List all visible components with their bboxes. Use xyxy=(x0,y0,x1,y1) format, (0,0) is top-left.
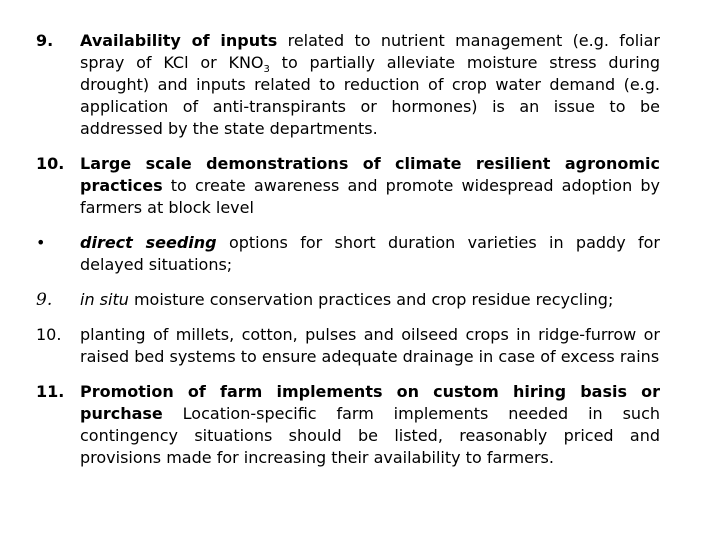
list-item-in-situ xyxy=(36,289,660,311)
item-text xyxy=(80,153,660,219)
item-body: to create awareness and promote widespread adoption by farmers at block level xyxy=(80,176,660,217)
document-body xyxy=(36,30,660,482)
item-text xyxy=(80,232,660,276)
list-item-promotion-of-farm-implements xyxy=(36,381,660,469)
item-number: 9. xyxy=(36,290,53,310)
item-body: moisture conservation practices and crop residue recycling; xyxy=(128,290,614,309)
item-lead: direct seeding xyxy=(80,233,217,252)
list-item-availability-of-inputs xyxy=(36,30,660,140)
item-body: options for short duration varieties in paddy for delayed situations; xyxy=(80,233,661,274)
item-number: 11. xyxy=(36,382,65,401)
item-number: 10. xyxy=(36,325,62,344)
item-number: 9. xyxy=(36,31,54,50)
item-body-a: related to nutrient management (e.g. foliar spray of KCl or KNO xyxy=(80,31,661,72)
item-text xyxy=(80,289,660,311)
subscript: 3 xyxy=(263,64,270,76)
item-text xyxy=(80,30,660,140)
list-item-planting-of-millets xyxy=(36,324,660,368)
item-number: 10. xyxy=(36,154,65,173)
item-lead: Promotion of farm implements on custom hiring basis or purchase xyxy=(80,382,660,423)
item-lead: Availability of inputs xyxy=(80,31,278,50)
bullet-marker: • xyxy=(36,233,46,252)
list-item-direct-seeding xyxy=(36,232,660,276)
item-body-b: to partially alleviate moisture stress during drought) and inputs related to reduction of crop water demand (e.g. application of anti-transpirants or hormones) is an issue to be addressed by the state departments. xyxy=(80,53,660,138)
item-lead: in situ xyxy=(80,290,129,309)
item-body: Location-specific farm implements needed in such contingency situations should be listed, reasonably priced and provisions made for increasing their availability to farmers. xyxy=(80,404,660,467)
item-text: planting of millets, cotton, pulses and oilseed crops in ridge-furrow or raised bed systems to ensure adequate drainage in case of excess rains xyxy=(80,325,660,366)
list-item-large-scale-demonstrations xyxy=(36,153,660,219)
item-lead: Large scale demonstrations of climate resilient agronomic practices xyxy=(80,154,660,195)
item-text xyxy=(80,381,660,469)
